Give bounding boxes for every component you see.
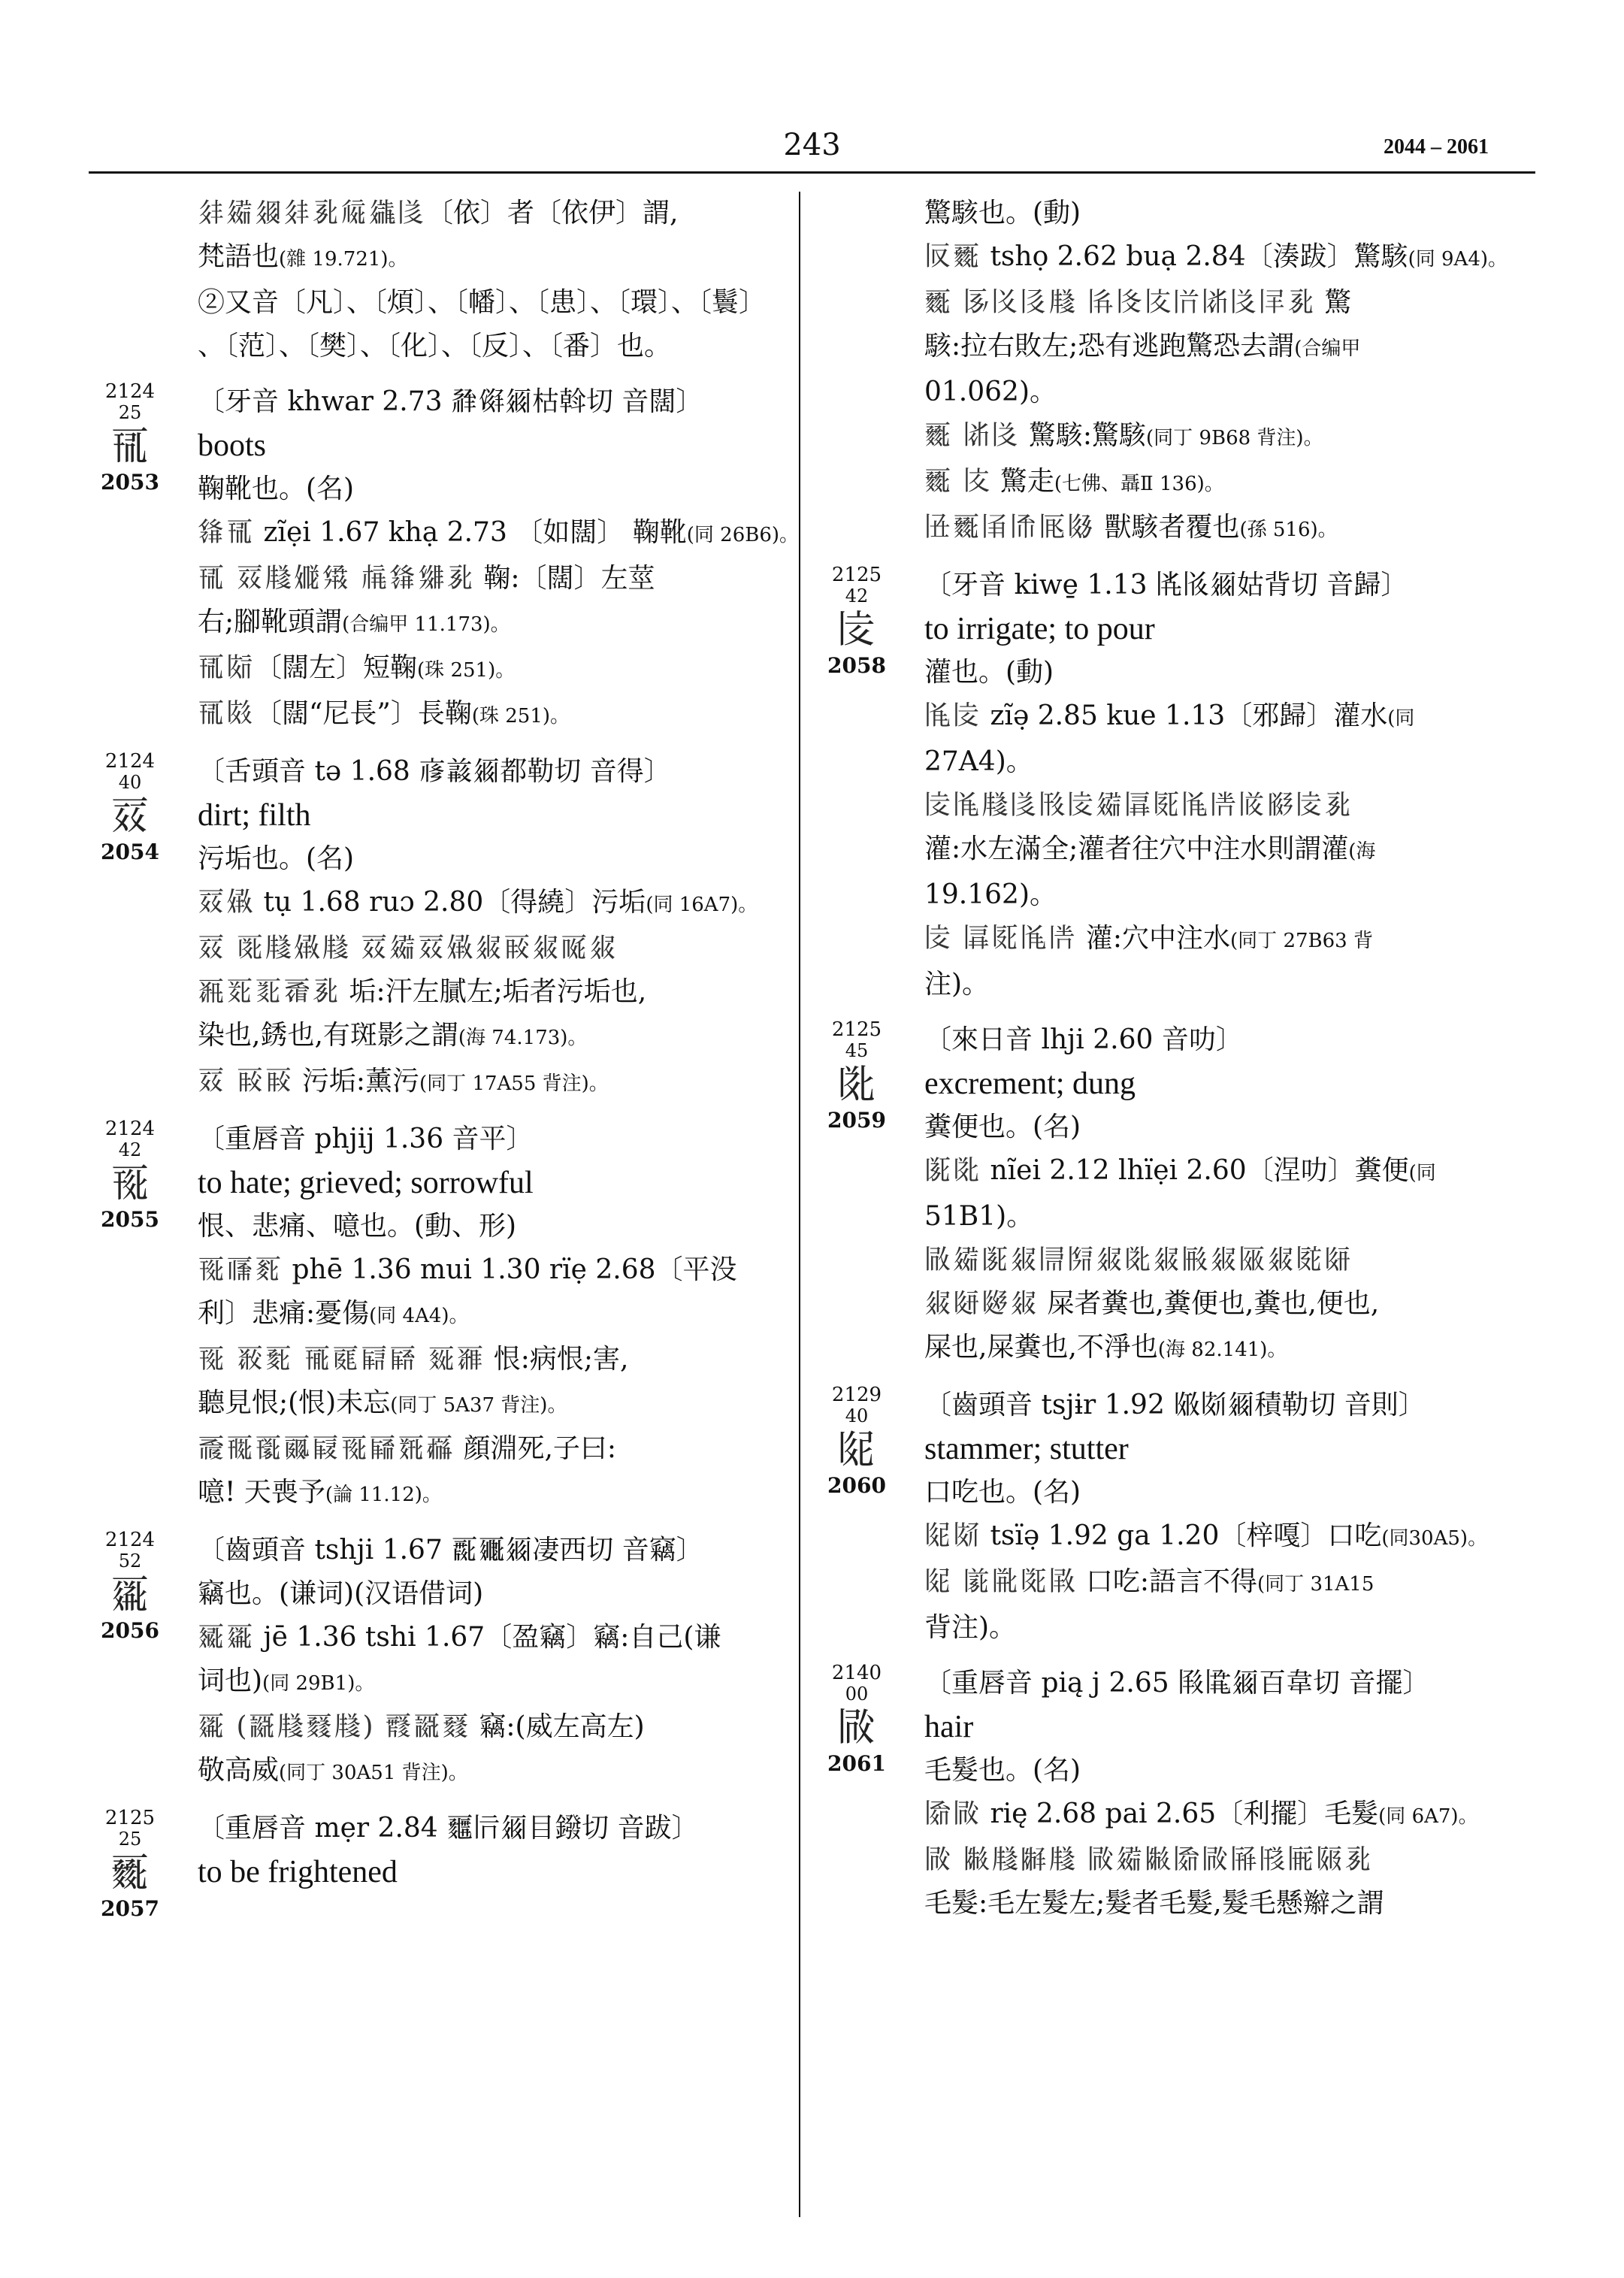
line-text: 利〕悲痛:憂傷 [198,1298,370,1329]
tangut-text: 𗀪𗀧 [198,1622,256,1653]
entry-line [198,692,788,738]
tangut-text: 𗀋𗁰 [198,698,256,729]
entry-subcode: 52 [118,1550,142,1572]
entry-code: 2125 [831,1018,882,1041]
line-text: to irrigate; to pour [924,612,1155,646]
entry-line [198,1118,788,1161]
line-text: 词也) [198,1665,263,1696]
entry-number: 2061 [827,1751,886,1776]
line-text: 〔闊左〕短鞠 [255,652,418,683]
headword-glyph: 𗀌 [110,794,150,839]
line-text: 驚 [1315,287,1352,318]
line-text: 竊也。(谦词)(汉语借词) [198,1578,484,1609]
entry-line [924,414,1535,460]
continuation-block [815,192,1535,552]
english-gloss [924,1062,1535,1106]
entry-line [198,750,788,794]
entry-code: 2124 [104,380,156,403]
entry-line [198,467,788,511]
line-text: 恨、悲痛、噫也。(動、形) [198,1211,517,1242]
column-divider [799,192,800,2217]
entry-line [198,927,788,970]
tangut-text: 𗁗𗁚 [924,1520,982,1551]
entry-line [924,1149,1535,1195]
entry-line [198,1205,788,1248]
entry-subcode: 42 [845,585,869,607]
line-text: 01.062)。 [924,377,1057,407]
source-reference: (孫 516)。 [1239,519,1338,541]
source-reference: (七佛、聶Ⅱ 136)。 [1054,473,1224,495]
line-text: tshọ 2.62 buạ 2.84〔湊跋〕驚駭 [981,241,1408,272]
line-text: 驚駭也。(動) [924,198,1081,228]
entry-subcode: 00 [845,1684,869,1705]
entry-number: 2060 [827,1473,886,1498]
line-text: to be frightened [198,1855,398,1889]
tangut-text: 𗀐𗀑𗀒𗀓𗎘 [198,976,341,1007]
english-gloss [198,424,788,467]
entry-line [924,1018,1535,1062]
line-text: 51B1)。 [924,1201,1034,1232]
source-reference: (同丁 17A55 背注)。 [419,1072,609,1095]
tangut-text: 𗀟𗀠𗀡𗀢𗀣𗀔𗀤𗀥𗀦 [198,1433,455,1464]
tangut-text: 𗁗 𗁛𗁜𗁝𗁞 [924,1566,1078,1597]
entry-subcode: 25 [118,402,142,423]
right-column [815,192,1535,1938]
english-gloss [924,607,1535,651]
entry-line [198,1616,788,1659]
entry-line [924,1384,1535,1427]
line-text: 〔牙音 khwar 2.73 𗴂𗃬𗥃枯斡切 音闊〕 [198,386,703,417]
headword-glyph: 𗁟 [836,1705,876,1750]
line-text: 口吃也。(名) [924,1477,1081,1508]
tangut-text: 𗀧 (𗀫𗹦𗀬𗹦) 𗀭𗀫𗀬 [198,1711,470,1742]
dictionary-entry [815,1662,1535,1926]
tangut-text: 𗢳𗩴𗤓𗢳𗎘𗏁𗪘𗁅 [198,198,427,228]
entry-line [924,1606,1535,1650]
line-text: 顔淵死,子曰: [455,1433,617,1464]
dictionary-entry [815,1384,1535,1650]
header-rule [89,171,1535,174]
english-gloss [924,1705,1535,1749]
entry-subcode: 42 [118,1139,142,1160]
tangut-text: 𗁁 𗁇𗁈𗁄𗁉 [924,923,1078,954]
entry-line [198,1381,788,1427]
tangut-text: 𗁄𗁁 [924,700,982,731]
entry-code: 2129 [831,1384,882,1406]
entry-sidebar [89,1529,171,1643]
dictionary-entry [89,380,800,738]
source-reference: (同 16A7)。 [646,894,758,916]
line-text: nĩei 2.12 lhïẹi 2.60〔涅叻〕糞便 [981,1155,1409,1186]
tangut-text: 𗀋𗁯 [198,652,256,683]
dictionary-entry [89,1807,788,1921]
line-text: 驚駭:驚駭 [1020,420,1147,451]
line-text: 灌:水左滿全;灌者往穴中注水則謂灌 [924,833,1349,864]
entry-sidebar [89,1118,171,1232]
source-reference: (同丁 5A37 背注)。 [390,1394,567,1417]
line-text: zĩẹi 1.67 khạ 2.73 〔如闊〕 鞠靴 [255,517,687,548]
source-reference: (同 26B6)。 [686,524,800,546]
entry-line [198,1572,788,1616]
entry-sidebar [815,1018,898,1133]
source-reference: (海 74.173)。 [458,1027,588,1049]
line-text: 毛髮:毛左髮左;髮者毛髮,髮毛懸辮之謂 [924,1888,1384,1919]
entry-line [924,1882,1535,1926]
entry-line [198,881,788,927]
line-text: jē 1.36 tshi 1.67〔盈竊〕竊:自己(谦 [255,1622,721,1653]
tangut-text: 𗀌 𗀍𗹦𗏣𗹦 𗀌𗩴𗀌𗏣𗤒𗀎𗤒𗀏𗤒 [198,933,618,964]
tangut-text: 𗁁𗁄𗹦𗁅𗁆𗁁𗩴𗁇𗁈𗁄𗁉𗁊𗁋𗁁𗎘 [924,790,1353,821]
english-gloss [198,1161,788,1205]
headword-glyph: 𗀧 [110,1572,150,1617]
entry-code: 2140 [831,1662,882,1684]
entry-line [924,1326,1535,1372]
line-text: 〔齒頭音 tsjɨr 1.92 𗁘𗁙𗥃積勒切 音則〕 [924,1390,1426,1420]
source-reference: (同丁 9B68 背注)。 [1146,427,1323,449]
tangut-text: 𗀔 𗀗𗀘 𗀙𗀚𗀛𗀜 𗀝𗀞 [198,1344,485,1375]
line-text: 灌也。(動) [924,657,1054,688]
tangut-text: 𗁎𗩴𗁍𗤒𗁏𗁐𗤒𗁌𗤒𗁑𗤒𗁒𗤒𗁓𗁔 [924,1245,1353,1275]
page-number: 243 [783,128,841,162]
entry-line [198,1060,788,1106]
line-text: rię 2.68 pai 2.65〔利擺〕毛髮 [981,1799,1379,1829]
tangut-text: 𗁟 𗁣𗹦𗁤𗹦 𗁟𗩴𗁣𗁢𗁟𗁥𗁦𗁧𗁨𗎘 [924,1844,1373,1875]
tangut-text: 𗀌𗏣 [198,887,256,918]
entry-line [198,192,788,235]
entry-line [198,646,788,692]
entry-line [198,1529,788,1572]
english-gloss [198,794,788,837]
entry-subcode: 40 [118,772,142,793]
entry-line [198,557,788,601]
entry-number: 2054 [101,840,159,864]
entry-line [198,1471,788,1517]
line-text: 毛髮也。(名) [924,1755,1081,1786]
source-reference: (海 [1348,840,1376,863]
source-reference: (同 6A7)。 [1378,1805,1478,1828]
line-text: 梵語也 [198,241,280,272]
line-text: 敬高威 [198,1755,280,1786]
entry-line [924,235,1535,281]
entry-line [924,1471,1535,1514]
line-text: 〔舌頭音 tə 1.68 𗇋𗓁𗥃都勒切 音得〕 [198,756,671,787]
line-text: 獸駭者覆也 [1096,512,1240,543]
headword-glyph: 𗀋 [110,424,150,469]
headword-glyph: 𗁁 [836,607,876,652]
entry-code: 2124 [104,1529,156,1551]
line-text: zĩə̣ 2.85 kue 1.13〔邪歸〕灌水 [981,700,1388,731]
line-text: phē 1.36 mui 1.30 rïẹ 2.68〔平没 [283,1254,737,1285]
entry-line [924,1792,1535,1838]
source-reference: (同 4A4)。 [369,1305,469,1327]
line-text: 27A4)。 [924,746,1033,777]
entry-line [924,784,1535,827]
line-text: 、〔范〕、〔樊〕、〔化〕、〔反〕、〔番〕也。 [198,331,672,362]
line-text: 糞便也。(名) [924,1112,1081,1142]
entry-line [924,1106,1535,1149]
continuation-block [89,192,788,368]
source-reference: (同 [1408,1162,1436,1184]
line-text: 〔依〕者〔依伊〕謂, [426,198,679,228]
entry-line [924,740,1535,784]
entry-line [924,917,1535,963]
line-text: 19.162)。 [924,879,1057,910]
entry-subcode: 45 [845,1040,869,1061]
entry-line [924,564,1535,607]
entry-line [924,192,1535,235]
entry-line [198,1659,788,1705]
line-text: 〔齒頭音 tshji 1.67 𗀨𗀩𗥃凄西切 音竊〕 [198,1535,703,1566]
entry-line [924,506,1535,552]
line-text: dirt; filth [198,798,311,833]
source-reference: (同丁 27B63 背 [1230,930,1373,952]
source-reference: (論 11.12)。 [325,1484,442,1506]
tangut-text: 𗀱𗀮 [924,241,982,272]
entry-code: 2125 [831,564,882,586]
line-text: 驚走 [991,466,1054,497]
entry-line [924,1662,1535,1705]
line-text: tsïə̣ 1.92 ga 1.20〔梓嘎〕口吃 [981,1520,1382,1551]
entry-number: 2055 [101,1207,159,1232]
entry-line [198,1705,788,1749]
entry-line [924,827,1535,873]
headword-glyph: 𗁌 [836,1062,876,1107]
source-reference: (海 82.141)。 [1157,1339,1287,1361]
source-reference: (珠 251)。 [471,705,570,728]
line-text: 恨:病恨;害, [485,1344,629,1375]
entry-number: 2057 [101,1896,159,1921]
line-text: 背注)。 [924,1612,1017,1643]
entry-sidebar [815,564,898,678]
entry-line [198,325,788,368]
line-text: hair [924,1710,974,1744]
tangut-text: 𗀔𗀕𗀖 [198,1254,284,1285]
line-text: 垢:汗左膩左;垢者污垢也, [340,976,647,1007]
line-text: 〔牙音 kiwe̱ 1.13 𗁂𗁃𗥃姑背切 音歸〕 [924,570,1408,601]
tangut-text: 𗀮 𗀲𗀳𗀴𗹦 𗀵𗀶𗀷𗀸𗀹𗀺𗀻𗎘 [924,287,1316,318]
entry-line [924,694,1535,740]
source-reference: (同30A5)。 [1381,1527,1488,1550]
line-text: 噫! 天喪予 [198,1477,325,1508]
entry-code: 2125 [104,1807,156,1829]
entry-sidebar [89,380,171,495]
entry-line [198,970,788,1014]
line-text: 〔重唇音 phjij 1.36 音平〕 [198,1124,534,1154]
entry-sidebar [815,1384,898,1498]
tangut-text: 𗀌 𗀎𗀎 [198,1066,294,1097]
source-reference: (同 29B1)。 [262,1672,375,1695]
entry-line [924,1514,1535,1560]
entry-line [198,235,788,281]
line-text: 〔來日音 lhji 2.60 音叻〕 [924,1024,1243,1055]
entry-line [198,1807,788,1850]
line-text: stammer; stutter [924,1432,1129,1466]
entry-code: 2124 [104,750,156,773]
entry-line [198,511,800,557]
line-text: 鞠:〔闊〕左莖 [474,563,655,594]
left-column [89,192,800,1921]
source-reference: (同 9A4)。 [1408,248,1508,271]
line-text: 鞠靴也。(名) [198,473,355,504]
entry-code: 2124 [104,1118,156,1140]
entry-line [198,1014,788,1060]
source-reference: (珠 251)。 [417,659,516,682]
line-text: 右;腳靴頭謂 [198,607,343,637]
english-gloss [198,1850,788,1894]
line-text: 竊:(威左高左) [470,1711,645,1742]
tangut-text: 𗌭𗀋 [198,517,256,548]
entry-line [924,1195,1535,1239]
line-text: to hate; grieved; sorrowful [198,1166,534,1200]
tangut-text: 𗀮 𗀹𗀺 [924,420,1021,451]
entry-line [924,281,1535,325]
entry-line [198,601,788,646]
english-gloss [924,1427,1535,1471]
dictionary-entry [815,1018,1535,1372]
tangut-text: 𗀋 𗀌𗹦𗏟𗋽 𗍫𗌭𗋛𗎘 [198,563,475,594]
line-text: 駭:拉右敗左;恐有逃跑驚恐去謂 [924,331,1295,362]
line-text: 染也,銹也,有斑影之謂 [198,1020,458,1051]
line-text: 污垢也。(名) [198,843,355,874]
line-text: tụ 1.68 ruɔ 2.80〔得繞〕污垢 [255,887,646,918]
source-reference: (同 [1387,707,1415,730]
entry-sidebar [815,1662,898,1776]
dictionary-entry [815,564,1535,1006]
entry-line [198,1749,788,1795]
line-text: excrement; dung [924,1066,1136,1101]
tangut-text: 𗁍𗁌 [924,1155,982,1186]
source-reference: (同丁 31A15 [1257,1573,1375,1596]
entry-range: 2044 – 2061 [1384,135,1489,159]
entry-line [924,1838,1535,1882]
line-text: 聽見恨;(恨)未忘 [198,1387,391,1418]
entry-line [198,837,788,881]
entry-line [924,963,1535,1006]
source-reference: (同丁 30A51 背注)。 [279,1762,468,1784]
entry-line [198,380,788,424]
entry-number: 2053 [101,470,159,495]
entry-number: 2058 [827,653,886,678]
entry-line [924,1239,1535,1282]
entry-line [924,1282,1535,1326]
entry-subcode: 25 [118,1829,142,1850]
entry-line [924,325,1535,371]
line-text: 屎者糞也,糞便也,糞也,便也, [1039,1288,1380,1319]
line-text: 污垢:薰污 [293,1066,420,1097]
entry-line [198,281,788,325]
line-text: 注)。 [924,969,990,1000]
entry-line [198,1248,788,1292]
entry-subcode: 40 [845,1405,869,1426]
entry-line [198,1427,788,1471]
tangut-text: 𗤒𗁕𗁖𗤒 [924,1288,1039,1319]
line-text: 〔重唇音 pią j 2.65 𗁠𗁡𗥃百韋切 音擺〕 [924,1668,1430,1699]
source-reference: (合编甲 11.173)。 [342,613,510,636]
entry-line [924,1560,1535,1606]
entry-sidebar [89,1807,171,1921]
entry-line [924,371,1535,414]
line-text: 屎也,屎糞也,不淨也 [924,1332,1158,1363]
line-text: 〔闊“尼長”〕長鞠 [255,698,472,729]
line-text: ②又音〔凡〕、〔煩〕、〔幡〕、〔患〕、〔環〕、〔鬟〕 [198,287,767,318]
line-text: 灌:穴中注水 [1077,923,1231,954]
entry-line [924,651,1535,694]
line-text: 口吃:語言不得 [1077,1566,1258,1597]
entry-line [924,873,1535,917]
line-text: 〔重唇音 mẹr 2.84 𗀯𗀰𗥃目鏺切 音跋〕 [198,1813,699,1844]
dictionary-entry [89,750,788,1106]
entry-line [924,1749,1535,1792]
headword-glyph: 𗁗 [836,1427,876,1472]
dictionary-entry [89,1529,788,1795]
tangut-text: 𗁢𗁟 [924,1799,982,1829]
entry-number: 2056 [101,1618,159,1643]
entry-line [198,1292,788,1338]
tangut-text: 𗀮 𗀷 [924,466,992,497]
tangut-text: 𗀼𗀮𗀽𗀾𗀿𗁀 [924,512,1096,543]
dictionary-entry [89,1118,788,1517]
headword-glyph: 𗀔 [110,1161,150,1206]
entry-sidebar [89,750,171,864]
entry-line [198,1338,788,1381]
headword-glyph: 𗀮 [110,1850,150,1895]
entry-number: 2059 [827,1108,886,1133]
source-reference: (合编甲 [1294,337,1361,360]
source-reference: (雜 19.721)。 [279,248,408,271]
entry-line [924,460,1535,506]
line-text: boots [198,428,267,463]
